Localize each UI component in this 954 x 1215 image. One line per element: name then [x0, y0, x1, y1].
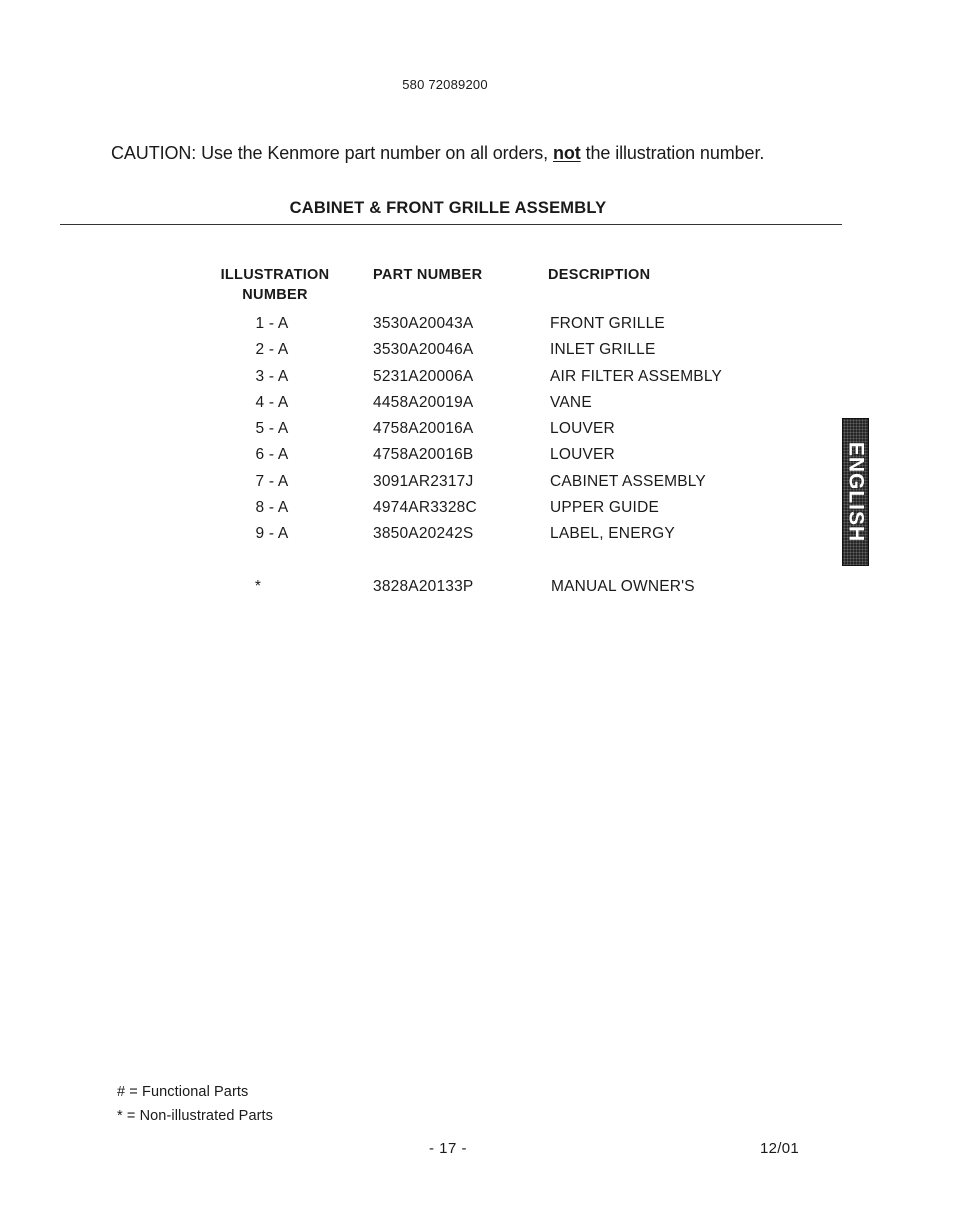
illustration-number-cell: 3 - A — [255, 367, 289, 385]
language-tab — [842, 418, 869, 566]
illustration-number-cell: 9 - A — [255, 525, 289, 543]
document-number: 580 72089200 — [402, 77, 488, 92]
legend-non-illustrated-parts: * = Non-illustrated Parts — [117, 1108, 274, 1124]
column-header-illustration-line1: ILLUSTRATION — [220, 267, 330, 283]
part-number-cell: 3091AR2317J — [373, 472, 474, 490]
illustration-number-cell: 2 - A — [255, 341, 289, 359]
revision-date: 12/01 — [760, 1140, 800, 1157]
part-number-cell: 3850A20242S — [373, 525, 474, 543]
table-row-non-illustrated — [0, 578, 860, 602]
part-number-cell: 4974AR3328C — [373, 499, 477, 517]
column-header-part-number: PART NUMBER — [373, 267, 483, 283]
table-row — [0, 315, 860, 341]
table-row — [0, 499, 860, 525]
description-cell: MANUAL OWNER'S — [551, 578, 695, 595]
table-row — [0, 394, 860, 420]
description-cell: VANE — [550, 393, 592, 411]
description-cell: CABINET ASSEMBLY — [550, 472, 706, 490]
section-title: CABINET & FRONT GRILLE ASSEMBLY — [289, 199, 607, 217]
description-cell: LABEL, ENERGY — [550, 525, 675, 543]
table-row — [0, 525, 860, 551]
description-cell: LOUVER — [550, 446, 615, 464]
part-number-cell: 3828A20133P — [373, 578, 474, 595]
description-cell: UPPER GUIDE — [550, 499, 659, 517]
caution-prefix: CAUTION: Use the Kenmore part number on all orders, — [111, 143, 553, 163]
table-row — [0, 446, 860, 472]
description-cell: LOUVER — [550, 420, 615, 438]
table-row — [0, 473, 860, 499]
page-number: - 17 - — [428, 1140, 467, 1157]
illustration-number-cell: 1 - A — [255, 315, 289, 332]
section-divider — [60, 224, 842, 225]
part-number-cell: 4758A20016B — [373, 446, 474, 464]
part-number-cell: 4758A20016A — [373, 420, 474, 438]
illustration-number-cell: 5 - A — [255, 420, 289, 438]
description-cell: INLET GRILLE — [550, 341, 656, 359]
illustration-number-cell: 7 - A — [255, 472, 289, 490]
description-cell: AIR FILTER ASSEMBLY — [550, 367, 723, 385]
language-tab-label: ENGLISH — [844, 441, 867, 543]
caution-suffix: the illustration number. — [580, 143, 765, 163]
caution-emphasis: not — [552, 143, 581, 163]
part-number-cell: 4458A20019A — [373, 393, 474, 411]
column-header-illustration-line2: NUMBER — [242, 287, 308, 303]
description-cell: FRONT GRILLE — [550, 315, 665, 332]
illustration-number-cell: 4 - A — [255, 393, 289, 411]
column-header-description: DESCRIPTION — [548, 267, 651, 283]
illustration-number-cell: * — [254, 578, 262, 595]
illustration-number-cell: 6 - A — [255, 446, 289, 464]
column-header-illustration — [212, 265, 338, 305]
table-row — [0, 420, 860, 446]
part-number-cell: 3530A20046A — [373, 341, 474, 359]
legend-functional-parts: # = Functional Parts — [117, 1084, 249, 1100]
table-row — [0, 341, 860, 367]
table-row — [0, 368, 860, 394]
part-number-cell: 5231A20006A — [373, 367, 474, 385]
parts-table — [0, 315, 860, 552]
part-number-cell: 3530A20043A — [373, 315, 474, 332]
caution-notice — [111, 143, 764, 164]
illustration-number-cell: 8 - A — [255, 499, 289, 517]
